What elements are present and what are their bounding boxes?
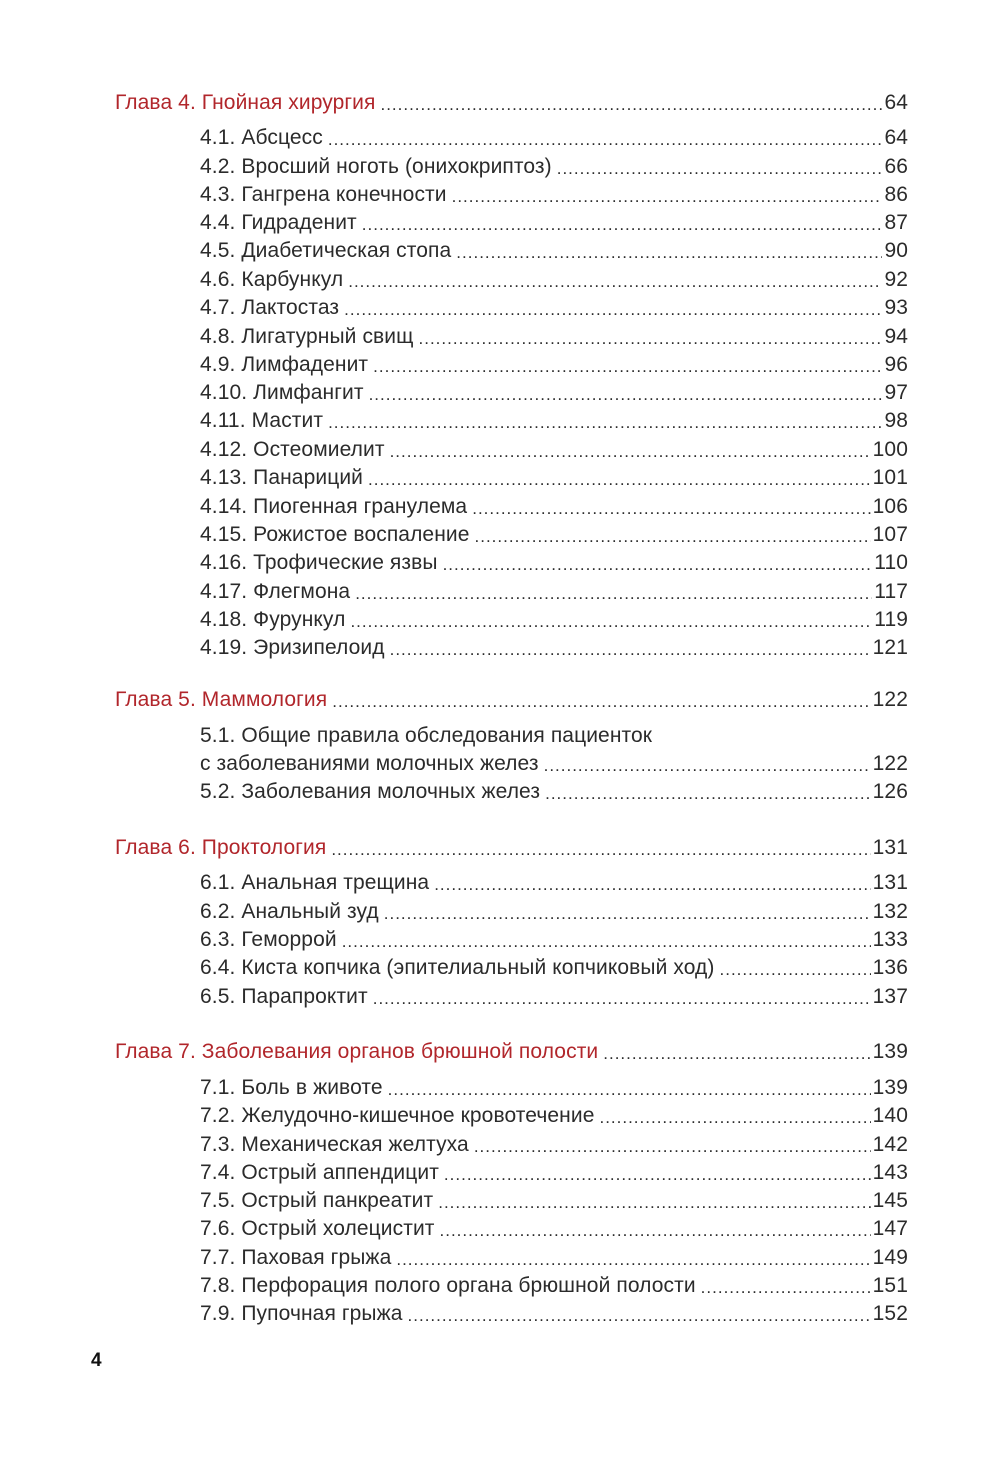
dot-leader: [408, 1305, 871, 1327]
toc-entry[interactable]: [200, 206, 908, 236]
toc-entry[interactable]: [200, 291, 908, 321]
toc-entry[interactable]: [200, 1212, 908, 1242]
dot-leader: [599, 1107, 870, 1129]
chapter-4-entry[interactable]: [115, 86, 908, 116]
dot-leader: [434, 874, 870, 896]
dot-leader: [603, 1043, 870, 1065]
section-page: 151: [872, 1274, 908, 1297]
section-title: 7.1. Боль в животе: [200, 1076, 383, 1099]
toc-entry[interactable]: [200, 1184, 908, 1214]
section-page: 145: [872, 1189, 908, 1212]
section-page: 97: [884, 381, 908, 404]
chapter-page: 139: [872, 1040, 908, 1063]
toc-entry[interactable]: [200, 404, 908, 434]
section-title: 5.2. Заболевания молочных желез: [200, 780, 541, 803]
toc-entry[interactable]: [200, 348, 908, 378]
page-number: 4: [91, 1350, 102, 1371]
section-title: 4.9. Лимфаденит: [200, 353, 369, 376]
toc-entry[interactable]: [200, 1099, 908, 1129]
section-title: 6.5. Парапроктит: [200, 985, 368, 1008]
dot-leader: [701, 1277, 871, 1299]
toc-entry[interactable]: [200, 461, 908, 491]
dot-leader: [350, 611, 872, 633]
dot-leader: [545, 783, 871, 805]
dot-leader: [388, 1079, 871, 1101]
chapter-5-entry[interactable]: [115, 683, 908, 713]
toc-entry[interactable]: [200, 575, 908, 605]
section-title: 4.4. Гидраденит: [200, 211, 357, 234]
toc-entry[interactable]: [200, 433, 908, 463]
toc-entry[interactable]: [200, 546, 908, 576]
dot-leader: [443, 554, 873, 576]
toc-entry[interactable]: [200, 1241, 908, 1271]
section-title: 7.2. Желудочно-кишечное кровотечение: [200, 1104, 595, 1127]
toc-entry[interactable]: [200, 234, 908, 264]
chapter-title: Глава 5. Маммология: [115, 688, 328, 711]
section-page: 98: [884, 409, 908, 432]
section-title: 7.5. Острый панкреатит: [200, 1189, 434, 1212]
dot-leader: [557, 158, 883, 180]
dot-leader: [390, 639, 871, 661]
dot-leader: [344, 299, 882, 321]
section-page: 100: [872, 438, 908, 461]
section-title: 6.2. Анальный зуд: [200, 900, 379, 923]
toc-entry[interactable]: [200, 1071, 908, 1101]
dot-leader: [328, 412, 882, 434]
section-title: 7.3. Механическая желтуха: [200, 1133, 469, 1156]
toc-entry[interactable]: [200, 150, 908, 180]
section-title: 6.4. Киста копчика (эпителиальный копчиковый ход): [200, 956, 715, 979]
dot-leader: [419, 328, 883, 350]
section-title: 4.3. Гангрена конечности: [200, 183, 447, 206]
section-title: 4.6. Карбункул: [200, 268, 344, 291]
dot-leader: [390, 441, 871, 463]
toc-entry[interactable]: [200, 518, 908, 548]
toc-entry[interactable]: [200, 1269, 908, 1299]
chapter-title: Глава 4. Гнойная хирургия: [115, 91, 376, 114]
section-page: 110: [874, 551, 908, 574]
section-title: 7.7. Паховая грыжа: [200, 1246, 392, 1269]
chapter-title: Глава 6. Проктология: [115, 836, 327, 859]
dot-leader: [474, 1136, 871, 1158]
toc-entry-continuation[interactable]: [200, 747, 908, 777]
section-title: 4.10. Лимфангит: [200, 381, 364, 404]
section-page: 94: [884, 325, 908, 348]
dot-leader: [396, 1249, 870, 1271]
section-page: 119: [874, 608, 908, 631]
toc-entry[interactable]: [200, 121, 908, 151]
dot-leader: [348, 271, 882, 293]
dot-leader: [440, 1220, 871, 1242]
section-title: 4.17. Флегмона: [200, 580, 351, 603]
section-page: 143: [872, 1161, 908, 1184]
toc-entry[interactable]: [200, 178, 908, 208]
section-page: 107: [872, 523, 908, 546]
section-title: 6.3. Геморрой: [200, 928, 337, 951]
section-title: 4.7. Лактостаз: [200, 296, 340, 319]
section-title: 4.15. Рожистое воспаление: [200, 523, 470, 546]
section-page: 66: [884, 155, 908, 178]
section-page: 117: [874, 580, 908, 603]
dot-leader: [362, 214, 883, 236]
toc-entry[interactable]: [200, 603, 908, 633]
section-page: 87: [884, 211, 908, 234]
section-title: 4.1. Абсцесс: [200, 126, 323, 149]
dot-leader: [332, 691, 870, 713]
toc-entry[interactable]: [200, 1128, 908, 1158]
section-title: 7.4. Острый аппендицит: [200, 1161, 439, 1184]
chapter-page: 122: [872, 688, 908, 711]
section-page: 101: [872, 466, 908, 489]
section-title: 4.19. Эризипелоид: [200, 636, 385, 659]
chapter-6-entry[interactable]: [115, 831, 908, 861]
chapter-title: Глава 7. Заболевания органов брюшной полости: [115, 1040, 599, 1063]
section-title: 4.14. Пиогенная гранулема: [200, 495, 468, 518]
section-title: 4.13. Панариций: [200, 466, 363, 489]
section-title: 4.18. Фурункул: [200, 608, 346, 631]
chapter-7-entry[interactable]: [115, 1035, 908, 1065]
section-title: 6.1. Анальная трещина: [200, 871, 430, 894]
dot-leader: [355, 583, 872, 605]
section-title: 7.9. Пупочная грыжа: [200, 1302, 403, 1325]
section-page: 152: [872, 1302, 908, 1325]
dot-leader: [456, 242, 882, 264]
dot-leader: [452, 186, 883, 208]
toc-entry[interactable]: [200, 320, 908, 350]
dot-leader: [342, 931, 871, 953]
section-page: 139: [872, 1076, 908, 1099]
section-page: 126: [872, 780, 908, 803]
toc-entry[interactable]: [200, 895, 908, 925]
section-title: 4.12. Остеомиелит: [200, 438, 385, 461]
section-page: 93: [884, 296, 908, 319]
section-page: 132: [872, 900, 908, 923]
toc-entry[interactable]: [200, 631, 908, 661]
toc-entry[interactable]: [200, 376, 908, 406]
section-page: 137: [872, 985, 908, 1008]
toc-entry[interactable]: [200, 775, 908, 805]
section-page: 92: [884, 268, 908, 291]
toc-entry[interactable]: [200, 980, 908, 1010]
section-title: 4.16. Трофические язвы: [200, 551, 438, 574]
section-page: 149: [872, 1246, 908, 1269]
section-title: 7.8. Перфорация полого органа брюшной полости: [200, 1274, 696, 1297]
dot-leader: [373, 356, 882, 378]
section-page: 147: [872, 1217, 908, 1240]
dot-leader: [544, 755, 871, 777]
section-page: 86: [884, 183, 908, 206]
dot-leader: [380, 94, 882, 116]
section-title: 7.6. Острый холецистит: [200, 1217, 435, 1240]
section-page: 122: [872, 752, 908, 775]
toc-entry[interactable]: [200, 263, 908, 293]
section-page: 136: [872, 956, 908, 979]
chapter-page: 64: [884, 91, 908, 114]
toc-entry[interactable]: [200, 1156, 908, 1186]
section-title: 4.8. Лигатурный свищ: [200, 325, 414, 348]
section-title: 4.11. Мастит: [200, 409, 324, 432]
section-title-continuation: с заболеваниями молочных желез: [200, 752, 539, 775]
section-page: 96: [884, 353, 908, 376]
toc-entry[interactable]: [200, 490, 908, 520]
section-title: 5.1. Общие правила обследования пациенток: [200, 724, 653, 747]
dot-leader: [373, 988, 871, 1010]
toc-entry-first-line[interactable]: [200, 719, 908, 749]
dot-leader: [384, 903, 871, 925]
section-page: 90: [884, 239, 908, 262]
dot-leader: [438, 1192, 870, 1214]
dot-leader: [475, 526, 871, 548]
section-page: 106: [872, 495, 908, 518]
dot-leader: [369, 384, 883, 406]
toc-entry[interactable]: [200, 951, 908, 981]
dot-leader: [368, 469, 871, 491]
dot-leader: [720, 959, 871, 981]
section-page: 133: [872, 928, 908, 951]
section-title: 4.2. Вросший ноготь (онихокриптоз): [200, 155, 552, 178]
section-title: 4.5. Диабетическая стопа: [200, 239, 452, 262]
chapter-page: 131: [872, 836, 908, 859]
dot-leader: [331, 839, 870, 861]
section-page: 121: [872, 636, 908, 659]
dot-leader: [444, 1164, 871, 1186]
dot-leader: [328, 129, 883, 151]
section-page: 142: [872, 1133, 908, 1156]
dot-leader: [472, 498, 870, 520]
toc-entry[interactable]: [200, 923, 908, 953]
section-page: 64: [884, 126, 908, 149]
toc-entry[interactable]: [200, 1297, 908, 1327]
section-page: 140: [872, 1104, 908, 1127]
section-page: 131: [872, 871, 908, 894]
toc-entry[interactable]: [200, 866, 908, 896]
